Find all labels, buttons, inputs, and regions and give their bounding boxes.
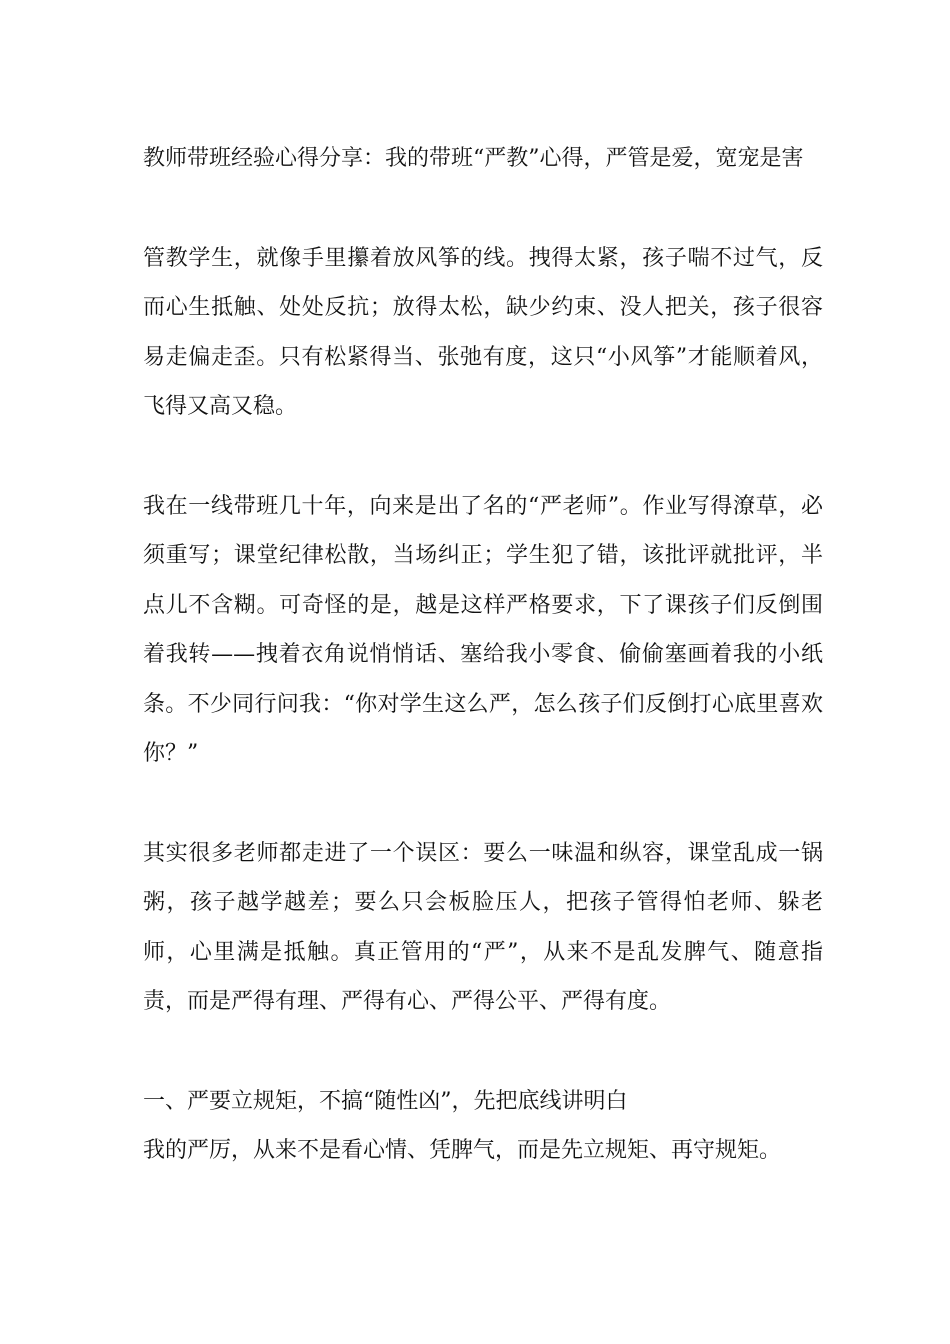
document-title: 教师带班经验心得分享：我的带班“严教”心得，严管是爱，宽宠是害 [143, 146, 804, 171]
section-first-line: 我的严厉，从来不是看心情、凭脾气，而是先立规矩、再守规矩。 [143, 1138, 782, 1163]
paragraph-misconception: 其实很多老师都走进了一个误区：要么一味温和纵容，课堂乱成一锅粥，孩子越学越差；要么只会板脸压人，把孩子管得怕老师、躲老师，心里满是抵触。真正管用的“严”，从来不是乱发脾气、随意指责，而是严得有理、严得有心、严得公平、严得有度。 [143, 840, 823, 1014]
paragraph-kite-analogy: 管教学生，就像手里攥着放风筝的线。拽得太紧，孩子喘不过气，反而心生抵触、处处反抗；放得太松，缺少约束、没人把关，孩子很容易走偏走歪。只有松紧得当、张弛有度，这只“小风筝”才能顺着风，飞得又高又稳。 [143, 245, 823, 419]
document-page [143, 134, 823, 1176]
paragraph-strict-teacher: 我在一线带班几十年，向来是出了名的“严老师”。作业写得潦草，必须重写；课堂纪律松散，当场纠正；学生犯了错，该批评就批评，半点儿不含糊。可奇怪的是，越是这样严格要求，下了课孩子们反倒围着我转——拽着衣角说悄悄话、塞给我小零食、偷偷塞画着我的小纸条。不少同行问我：“你对学生这么严，怎么孩子们反倒打心底里喜欢你？” [143, 493, 823, 766]
section-heading: 一、严要立规矩，不搞“随性凶”，先把底线讲明白 [143, 1088, 628, 1114]
